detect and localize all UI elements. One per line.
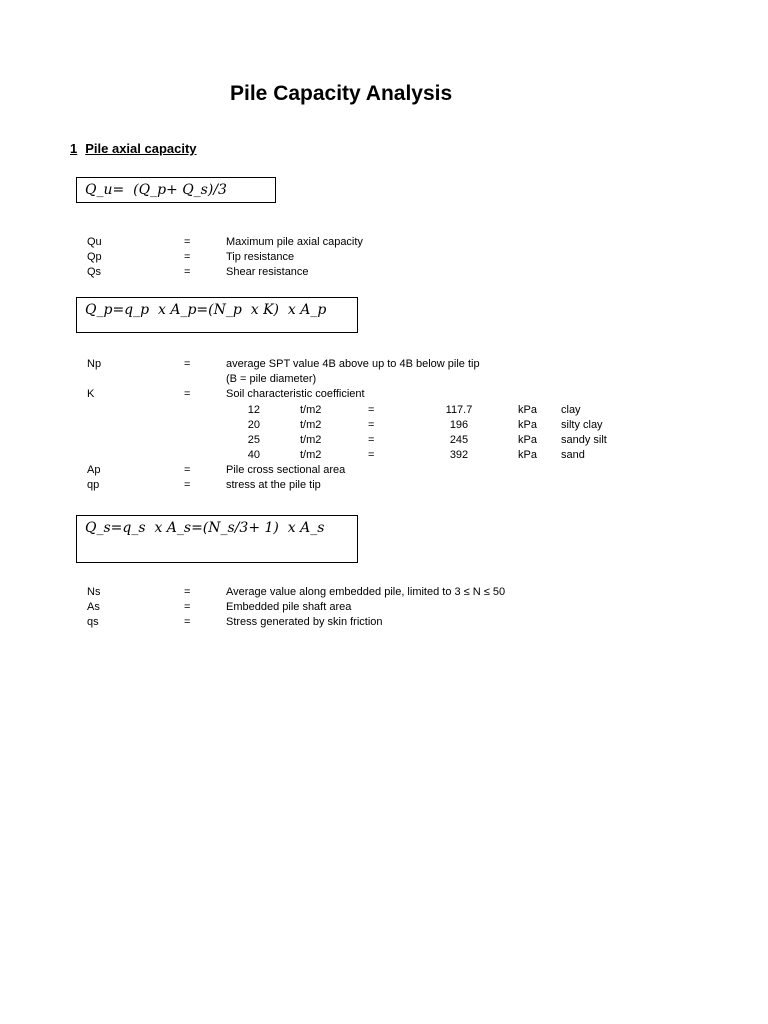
definition-equals: = bbox=[184, 251, 191, 263]
definition-symbol: K bbox=[87, 388, 95, 400]
k-table-row bbox=[0, 433, 768, 448]
page-title: Pile Capacity Analysis bbox=[230, 82, 453, 105]
k-unit: t/m2 bbox=[300, 419, 322, 431]
definition-text: Soil characteristic coefficient bbox=[226, 388, 365, 400]
definition-symbol: Qp bbox=[87, 251, 102, 263]
definition-text: Tip resistance bbox=[226, 251, 295, 263]
k-table-row bbox=[0, 418, 768, 433]
k-soil-type: sandy silt bbox=[561, 434, 607, 446]
definition-row bbox=[0, 387, 768, 402]
k-kpa-value: 117.7 bbox=[445, 404, 473, 416]
section-heading bbox=[70, 141, 197, 156]
definition-text: stress at the pile tip bbox=[226, 479, 321, 491]
k-soil-type: clay bbox=[561, 404, 581, 416]
definition-equals: = bbox=[184, 388, 191, 400]
definition-symbol: Qs bbox=[87, 266, 102, 278]
definition-row bbox=[0, 235, 768, 250]
definition-note-row bbox=[0, 372, 768, 387]
k-kpa-value: 245 bbox=[449, 434, 469, 446]
k-equals: = bbox=[368, 449, 375, 461]
section-number: 1 bbox=[70, 141, 78, 156]
definition-symbol: Ns bbox=[87, 586, 101, 598]
definition-symbol: Qu bbox=[87, 236, 102, 248]
definition-text: Stress generated by skin friction bbox=[226, 616, 383, 628]
definition-text: Embedded pile shaft area bbox=[226, 601, 352, 613]
definition-row bbox=[0, 463, 768, 478]
definition-row bbox=[0, 615, 768, 630]
formula-box-qp: Q_p=q_p x A_p=(N_p x K) x A_p bbox=[76, 297, 358, 333]
definition-equals: = bbox=[184, 586, 191, 598]
definition-equals: = bbox=[184, 236, 191, 248]
definition-note: (B = pile diameter) bbox=[226, 373, 317, 385]
k-value: 12 bbox=[247, 404, 260, 416]
k-table-row bbox=[0, 448, 768, 463]
k-equals: = bbox=[368, 434, 375, 446]
definition-row bbox=[0, 357, 768, 372]
definition-symbol: qs bbox=[87, 616, 99, 628]
definition-symbol: As bbox=[87, 601, 100, 613]
section-label: Pile axial capacity bbox=[85, 141, 197, 156]
definition-symbol: Ap bbox=[87, 464, 101, 476]
k-unit: t/m2 bbox=[300, 434, 322, 446]
definition-row bbox=[0, 250, 768, 265]
k-kpa-unit: kPa bbox=[518, 449, 537, 461]
definition-equals: = bbox=[184, 266, 191, 278]
definition-text: Average value along embedded pile, limited to 3 ≤ N ≤ 50 bbox=[226, 586, 506, 598]
k-value: 20 bbox=[247, 419, 260, 431]
k-soil-type: sand bbox=[561, 449, 585, 461]
definition-row bbox=[0, 478, 768, 493]
definition-equals: = bbox=[184, 616, 191, 628]
definition-equals: = bbox=[184, 358, 191, 370]
definition-text: Pile cross sectional area bbox=[226, 464, 346, 476]
formula-box-qu: Q_u= (Q_p+ Q_s)/3 bbox=[76, 177, 276, 203]
definition-row bbox=[0, 600, 768, 615]
k-kpa-unit: kPa bbox=[518, 434, 537, 446]
definition-text: average SPT value 4B above up to 4B below pile tip bbox=[226, 358, 480, 370]
definition-text: Maximum pile axial capacity bbox=[226, 236, 363, 248]
definition-symbol: qp bbox=[87, 479, 100, 491]
definition-row bbox=[0, 265, 768, 280]
definition-row bbox=[0, 585, 768, 600]
k-value: 25 bbox=[247, 434, 260, 446]
k-equals: = bbox=[368, 404, 375, 416]
definition-equals: = bbox=[184, 601, 191, 613]
definition-equals: = bbox=[184, 464, 191, 476]
k-kpa-unit: kPa bbox=[518, 419, 537, 431]
k-kpa-unit: kPa bbox=[518, 404, 537, 416]
k-soil-type: silty clay bbox=[561, 419, 603, 431]
k-table-row bbox=[0, 403, 768, 418]
k-unit: t/m2 bbox=[300, 449, 322, 461]
k-kpa-value: 196 bbox=[449, 419, 469, 431]
definition-equals: = bbox=[184, 479, 191, 491]
k-value: 40 bbox=[247, 449, 260, 461]
k-kpa-value: 392 bbox=[449, 449, 469, 461]
k-unit: t/m2 bbox=[300, 404, 322, 416]
definition-text: Shear resistance bbox=[226, 266, 309, 278]
formula-box-qs: Q_s=q_s x A_s=(N_s/3+ 1) x A_s bbox=[76, 515, 358, 563]
definition-symbol: Np bbox=[87, 358, 102, 370]
k-equals: = bbox=[368, 419, 375, 431]
